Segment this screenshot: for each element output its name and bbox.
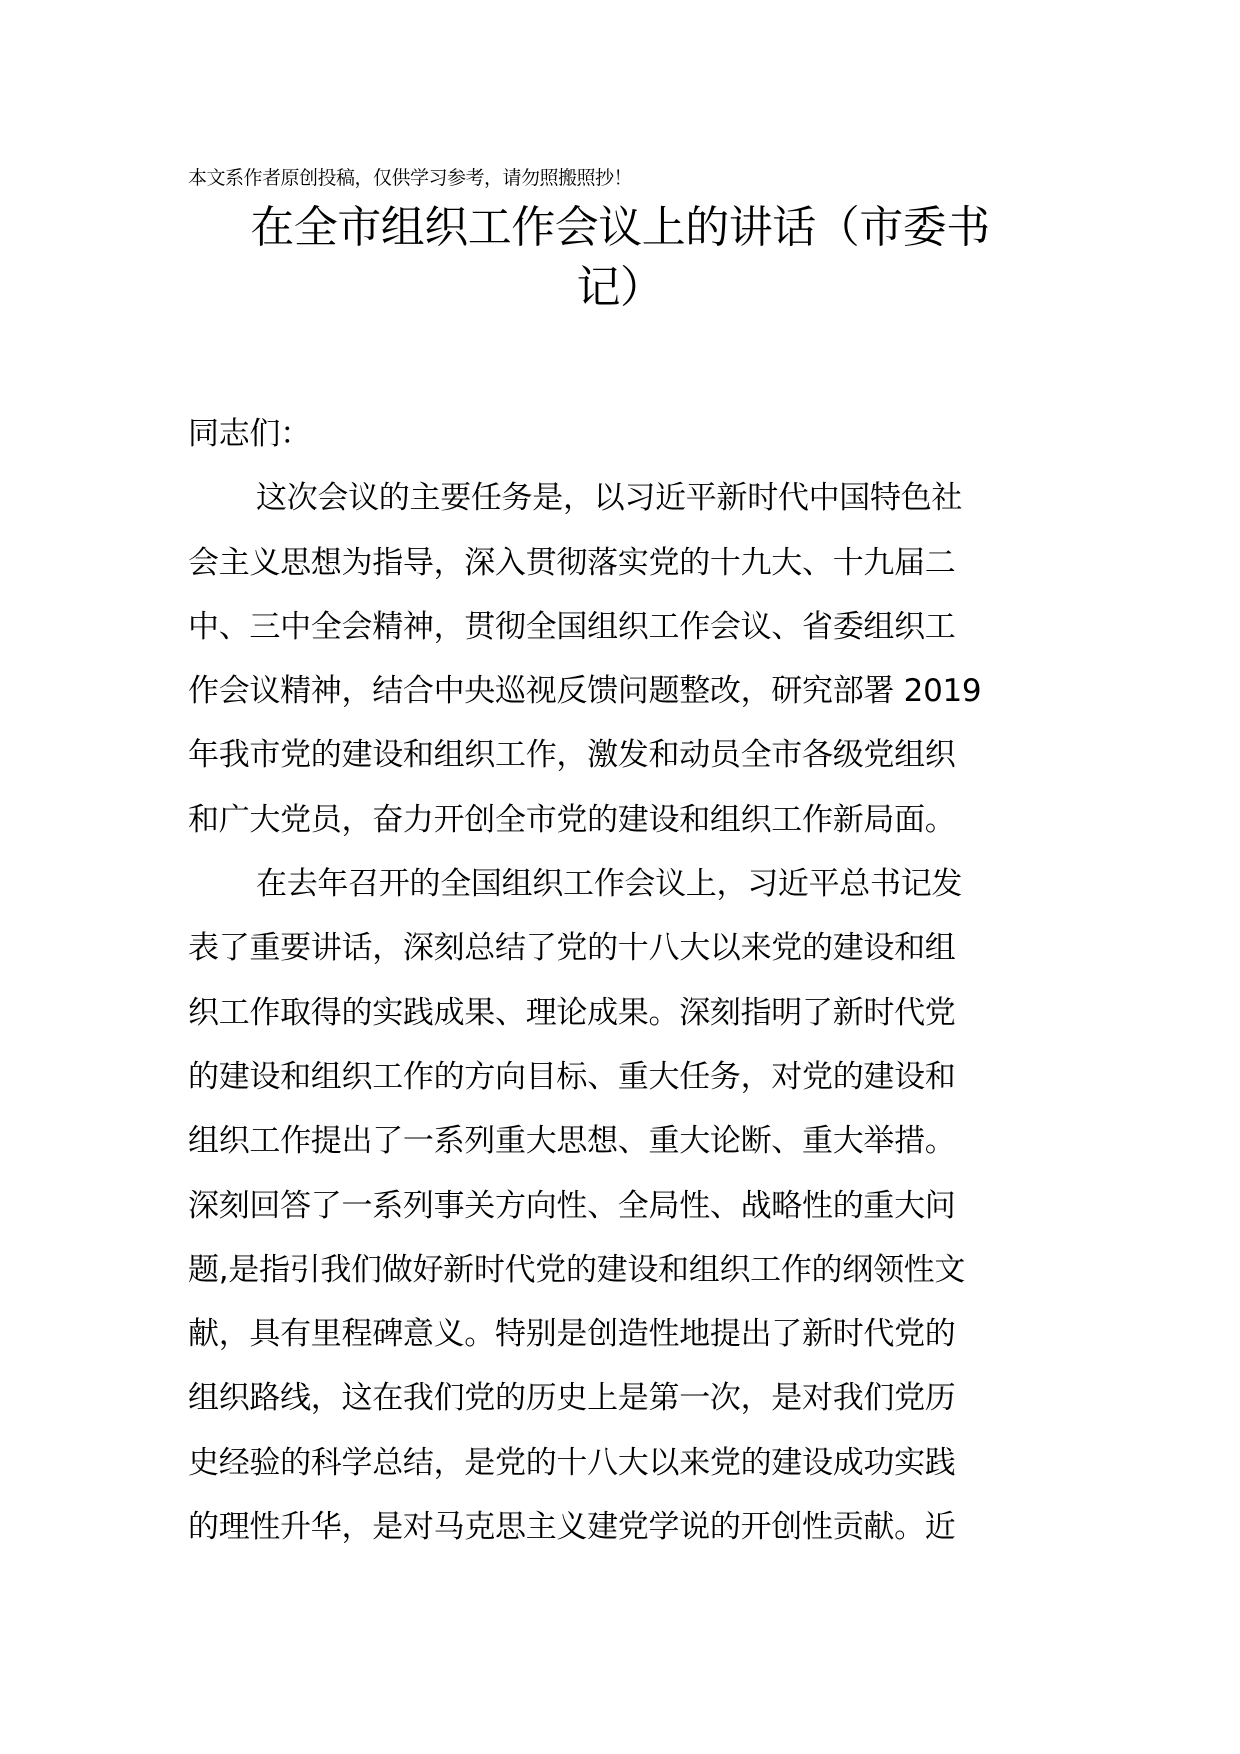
text-line: 这次会议的主要任务是，以习近平新时代中国特色社: [256, 480, 963, 517]
text-line: 和广大党员，奋力开创全市党的建设和组织工作新局面。: [188, 801, 956, 838]
text-line: 的理性升华，是对马克思主义建党学说的开创性贡献。近: [188, 1509, 956, 1546]
copyright-notice: 本文系作者原创投稿，仅供学习参考，请勿照搬照抄！: [188, 167, 633, 189]
text-line: 的建设和组织工作的方向目标、重大任务，对党的建设和: [188, 1058, 956, 1095]
text-line: 组织工作提出了一系列重大思想、重大论断、重大举措。: [188, 1123, 956, 1160]
paragraph-2: [188, 852, 1060, 1559]
text-line: 题,是指引我们做好新时代党的建设和组织工作的纲领性文: [188, 1251, 966, 1288]
text-line: 年我市党的建设和组织工作，激发和动员全市各级党组织: [188, 737, 956, 774]
text-line: 作会议精神，结合中央巡视反馈问题整改，研究部署 2019: [188, 673, 982, 710]
title-line: 记）: [576, 262, 664, 313]
text-line: 组织路线，这在我们党的历史上是第一次，是对我们党历: [188, 1380, 956, 1417]
salutation: 同志们：: [188, 416, 311, 452]
text-line: 织工作取得的实践成果、理论成果。深刻指明了新时代党: [188, 994, 956, 1031]
text-line: 中、三中全会精神，贯彻全国组织工作会议、省委组织工: [188, 608, 956, 645]
text-line: 表了重要讲话，深刻总结了党的十八大以来党的建设和组: [188, 930, 956, 967]
title-line: 在全市组织工作会议上的讲话（市委书: [250, 202, 990, 253]
paragraph-1: [188, 466, 1060, 852]
text-line: 献，具有里程碑意义。特别是创造性地提出了新时代党的: [188, 1316, 956, 1353]
text-line: 史经验的科学总结，是党的十八大以来党的建设成功实践: [188, 1444, 956, 1481]
text-line: 深刻回答了一系列事关方向性、全局性、战略性的重大问: [188, 1187, 956, 1224]
text-line: 在去年召开的全国组织工作会议上，习近平总书记发: [256, 866, 963, 903]
text-line: 会主义思想为指导，深入贯彻落实党的十九大、十九届二: [188, 544, 956, 581]
speech-body: [188, 402, 1060, 1559]
document-title: [188, 198, 1052, 318]
